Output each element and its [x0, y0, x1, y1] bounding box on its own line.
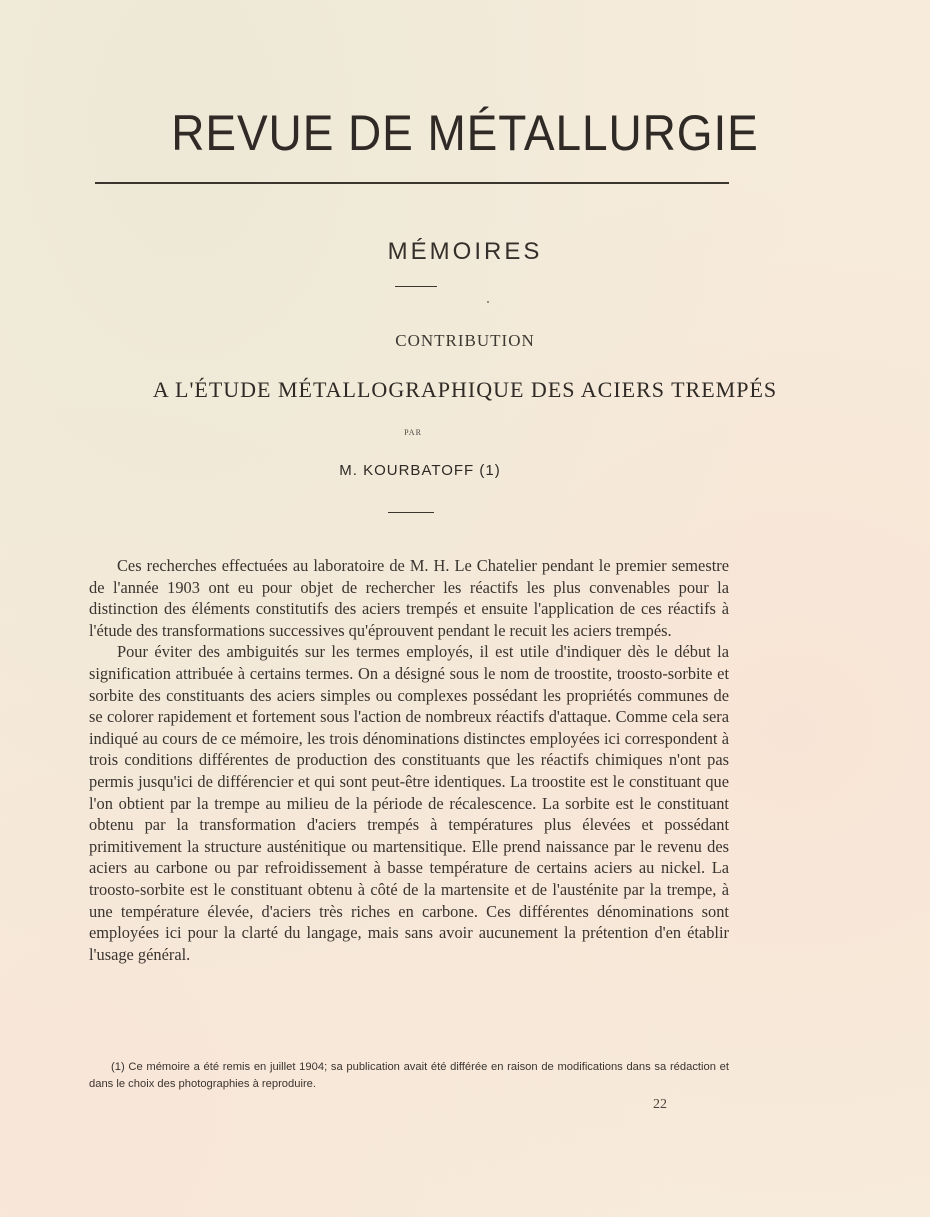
- article-body: [89, 555, 729, 965]
- article-title: A L'ÉTUDE MÉTALLOGRAPHIQUE DES ACIERS TREMPÉS: [152, 377, 778, 402]
- author-name: M. KOURBATOFF (1): [339, 462, 501, 479]
- author-rule: [388, 512, 434, 513]
- byline-par: PAR: [404, 428, 422, 437]
- footnote-text: (1) Ce mémoire a été remis en juillet 1904; sa publication avait été différée en raison de modifications dans sa rédaction et dans le choix des photographies à reproduire.: [89, 1061, 729, 1090]
- section-rule: [395, 286, 437, 287]
- paragraph: Ces recherches effectuées au laboratoire de M. H. Le Chatelier pendant le premier semestre de l'année 1903 ont eu pour objet de rechercher les réactifs les plus convenables pour la distinction des éléments constitutifs des aciers trempés et ensuite l'application de ces réactifs à l'étude des transformations successives qu'éprouvent pendant le recuit les aciers trempés.: [89, 556, 729, 640]
- journal-title: REVUE DE MÉTALLURGIE: [171, 105, 759, 161]
- section-heading: MÉMOIRES: [387, 238, 543, 265]
- title-rule: [95, 182, 729, 184]
- article-kicker: CONTRIBUTION: [395, 331, 535, 350]
- footnote: [89, 1059, 729, 1093]
- paragraph: Pour éviter des ambiguités sur les termes employés, il est utile d'indiquer dès le début la signification attribuée à certains termes. On a désigné sous le nom de troostite, troosto-sorbite et sorbite des constituants des aciers simples ou complexes possédant les propriétés communes de se colorer rapidement et fortement sous l'action de nombreux réactifs d'attaque. Comme cela sera indiqué au cours de ce mémoire, les trois dénominations distinctes employées ici correspondent à trois conditions différentes de production des constituants que les réactifs chimiques n'ont pas permis jusqu'ici de différencier et qui sont peut-être identiques. La troostite est le constituant que l'on obtient par la trempe au milieu de la période de récalescence. La sorbite est le constituant obtenu par la transformation d'aciers trempés à températures plus élevées et possédant primitivement la structure austénitique ou martensitique. Elle prend naissance par le revenu des aciers au carbone ou par refroidissement à basse température de certains aciers au nickel. La troosto-sorbite est le constituant obtenu à côté de la martensite et de l'austénite par la trempe, à une température élevée, d'aciers très riches en carbone. Ces différentes dénominations sont employées ici pour la clarté du langage, mais sans avoir aucunement la prétention d'en établir l'usage général.: [89, 642, 729, 964]
- print-speck: [487, 301, 489, 303]
- page-number: 22: [653, 1097, 667, 1112]
